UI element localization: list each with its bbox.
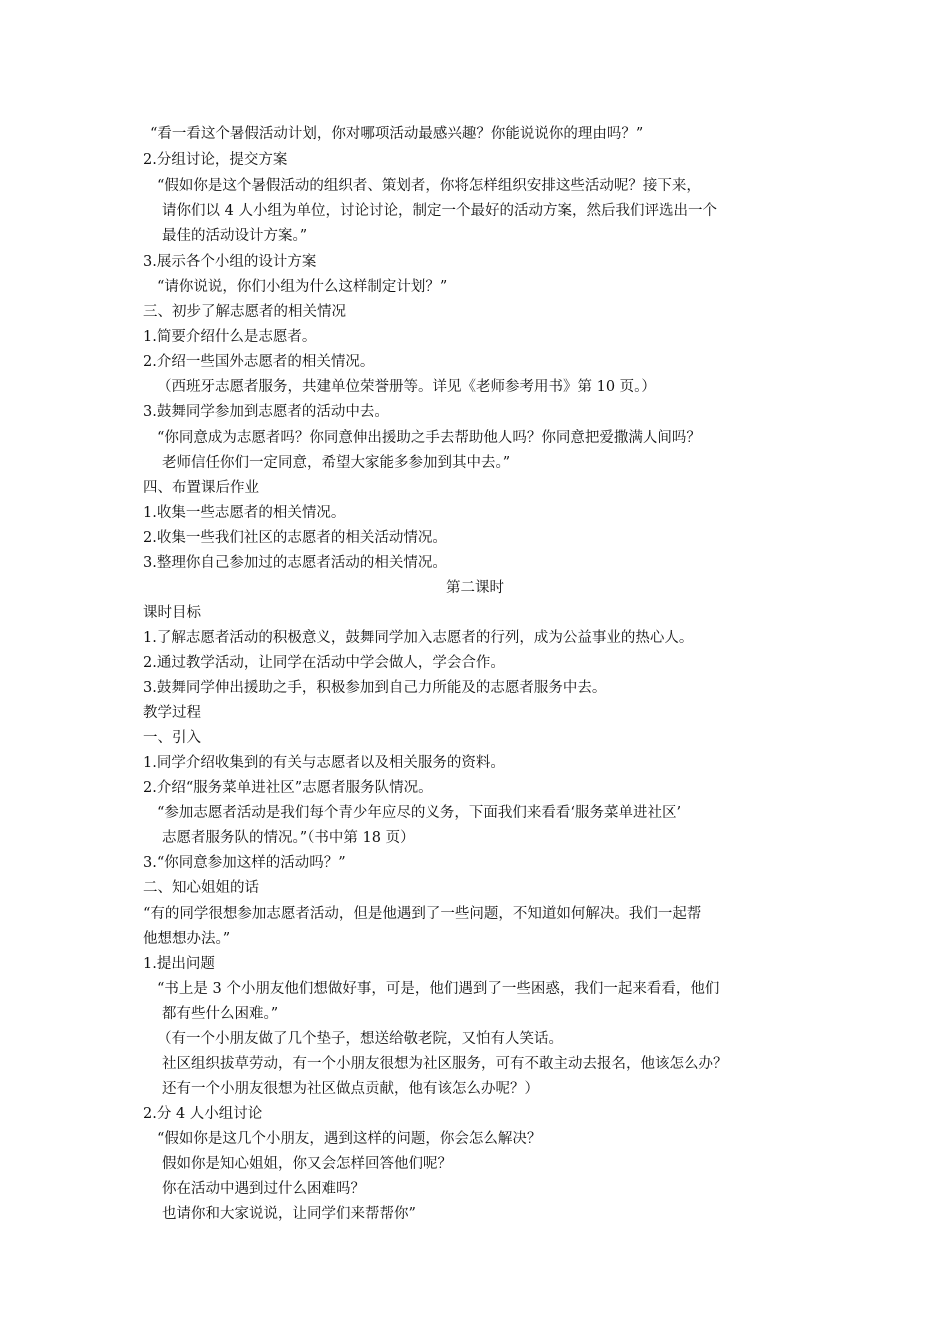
text-line: 2.分 4 人小组讨论: [143, 1106, 263, 1122]
text-line: 社区组织拔草劳动，有一个小朋友很想为社区服务，可有不敢主动去报名，他该怎么办？: [162, 1056, 728, 1072]
text-line: 请你们以 4 人小组为单位，讨论讨论，制定一个最好的活动方案，然后我们评选出一个: [162, 203, 717, 219]
text-line: 2.分组讨论，提交方案: [143, 152, 288, 168]
text-line: “有的同学很想参加志愿者活动，但是他遇到了一些问题，不知道如何解决。我们一起帮: [143, 906, 702, 922]
section-heading: 一、引入: [143, 730, 201, 746]
text-line: “请你说说，你们小组为什么这样制定计划？”: [157, 279, 448, 295]
section-heading: 二、知心姐姐的话: [143, 880, 259, 896]
text-line: 3.鼓舞同学参加到志愿者的活动中去。: [143, 404, 389, 420]
text-line: （西班牙志愿者服务，共建单位荣誉册等。详见《老师参考用书》第 10 页。）: [157, 379, 656, 395]
text-line: 他想想办法。”: [143, 931, 231, 947]
subheading: 教学过程: [143, 705, 201, 721]
text-line: 2.介绍一些国外志愿者的相关情况。: [143, 354, 375, 370]
text-line: 志愿者服务队的情况。”（书中第 18 页）: [162, 830, 415, 846]
text-line: 3.展示各个小组的设计方案: [143, 254, 317, 270]
text-line: 3.鼓舞同学伸出援助之手，积极参加到自己力所能及的志愿者服务中去。: [143, 680, 607, 696]
text-line: 假如你是知心姐姐，你又会怎样回答他们呢？: [162, 1156, 452, 1172]
text-line: （有一个小朋友做了几个垫子，想送给敬老院，又怕有人笑话。: [157, 1031, 563, 1047]
text-line: “假如你是这个暑假活动的组织者、策划者，你将怎样组织安排这些活动呢？接下来，: [157, 178, 701, 194]
text-line: 还有一个小朋友很想为社区做点贡献，他有该怎么办呢？）: [162, 1081, 539, 1097]
subheading: 课时目标: [143, 605, 201, 621]
lesson-title: 第二课时: [446, 580, 504, 596]
text-line: “看一看这个暑假活动计划，你对哪项活动最感兴趣？你能说说你的理由吗？”: [150, 126, 644, 142]
text-line: 老师信任你们一定同意，希望大家能多参加到其中去。”: [162, 455, 511, 471]
text-line: 都有些什么困难。”: [162, 1006, 279, 1022]
text-line: 3.“你同意参加这样的活动吗？”: [143, 855, 346, 871]
section-heading: 四、布置课后作业: [143, 480, 259, 496]
text-line: “假如你是这几个小朋友，遇到这样的问题，你会怎么解决？: [157, 1131, 542, 1147]
text-line: 也请你和大家说说，让同学们来帮帮你”: [162, 1206, 416, 1222]
text-line: 2.通过教学活动，让同学在活动中学会做人，学会合作。: [143, 655, 505, 671]
text-line: 你在活动中遇到过什么困难吗？: [162, 1181, 365, 1197]
text-line: 最佳的活动设计方案。”: [162, 228, 308, 244]
text-line: 1.收集一些志愿者的相关情况。: [143, 505, 346, 521]
text-line: 3.整理你自己参加过的志愿者活动的相关情况。: [143, 555, 447, 571]
text-line: 1.提出问题: [143, 956, 215, 972]
text-line: 1.同学介绍收集到的有关与志愿者以及相关服务的资料。: [143, 755, 505, 771]
text-line: “参加志愿者活动是我们每个青少年应尽的义务，下面我们来看看‘服务菜单进社区’: [157, 805, 682, 821]
text-line: 2.介绍“服务菜单进社区”志愿者服务队情况。: [143, 780, 433, 796]
text-line: 2.收集一些我们社区的志愿者的相关活动情况。: [143, 530, 447, 546]
text-line: 1.了解志愿者活动的积极意义，鼓舞同学加入志愿者的行列，成为公益事业的热心人。: [143, 630, 694, 646]
text-line: “你同意成为志愿者吗？你同意伸出援助之手去帮助他人吗？你同意把爱撒满人间吗？: [157, 430, 701, 446]
text-line: 1.简要介绍什么是志愿者。: [143, 329, 317, 345]
text-line: “书上是 3 个小朋友他们想做好事，可是，他们遇到了一些困惑，我们一起来看看，他们: [157, 981, 720, 997]
section-heading: 三、初步了解志愿者的相关情况: [143, 304, 346, 320]
